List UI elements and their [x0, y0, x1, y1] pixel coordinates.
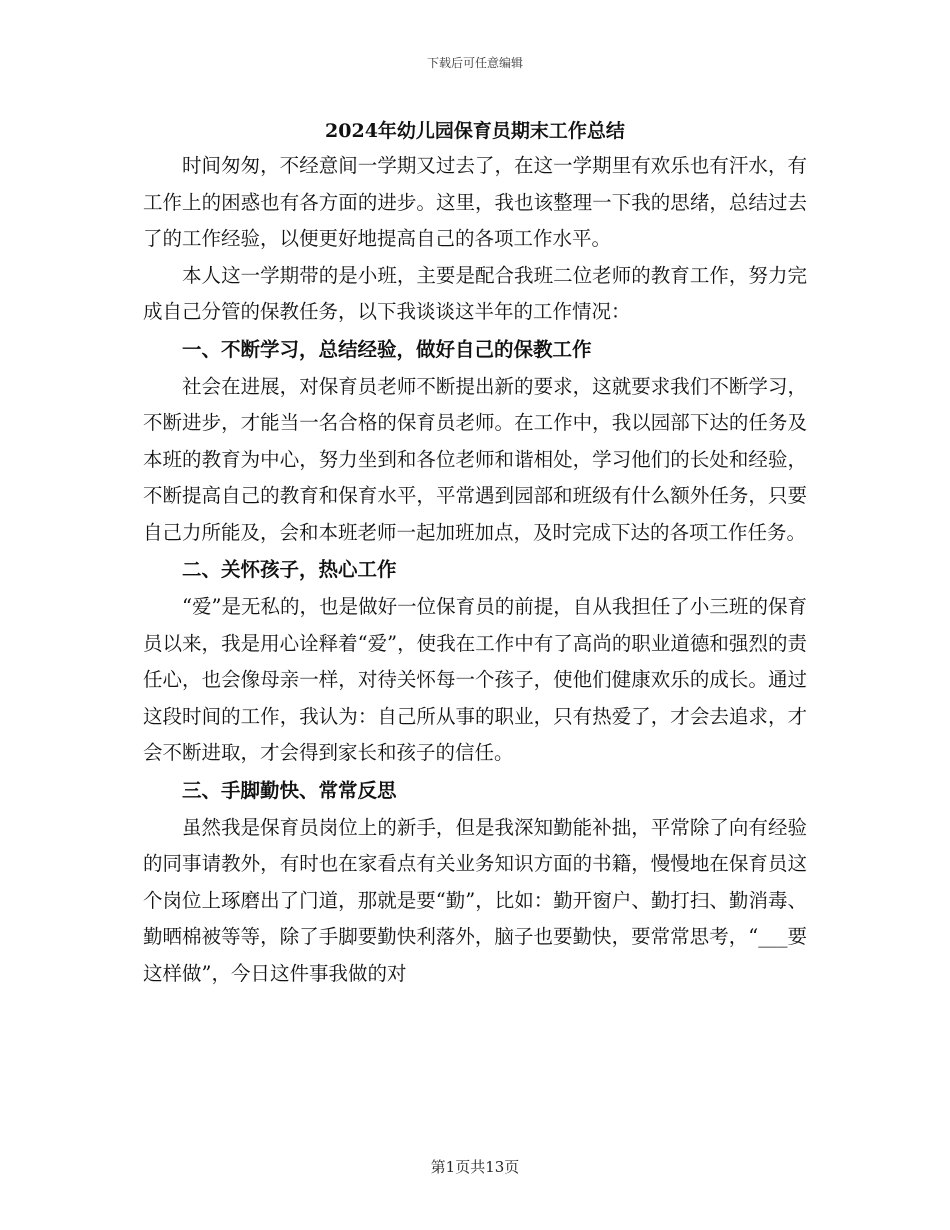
document-title: 2024年幼儿园保育员期末工作总结 — [325, 120, 625, 142]
paragraph-section-2: “爱”是无私的，也是做好一位保育员的前提，自从我担任了小三班的保育员以来，我是用心诠释着“爱”，使我在工作中有了高尚的职业道德和强烈的责任心，也会像母亲一样，对待关怀每一个孩子，使他们健康欢乐的成长。通过这段时间的工作，我认为：自己所从事的职业，只有热爱了，才会去追求，才会不断进取，才会得到家长和孩子的信任。 — [143, 595, 807, 764]
paragraph-intro: 时间匆匆，不经意间一学期又过去了，在这一学期里有欢乐也有汗水，有工作上的困惑也有各方面的进步。这里，我也该整理一下我的思绪，总结过去了的工作经验，以便更好地提高自己的各项工作水平。 — [143, 154, 807, 250]
header-note: 下载后可任意编辑 — [426, 56, 523, 70]
page-number-footer: 第1页共13页 — [430, 1158, 520, 1176]
document-body — [143, 148, 807, 992]
section-heading-2: 二、关怀孩子，热心工作 — [182, 558, 397, 581]
section-heading-1: 一、不断学习，总结经验，做好自己的保教工作 — [182, 337, 592, 361]
section-heading-3: 三、手脚勤快、常常反思 — [182, 778, 397, 802]
paragraph-overview: 本人这一学期带的是小班，主要是配合我班二位老师的教育工作，努力完成自己分管的保教任务，以下我谈谈这半年的工作情况： — [143, 263, 807, 323]
paragraph-section-1: 社会在进展，对保育员老师不断提出新的要求，这就要求我们不断学习，不断进步，才能当一名合格的保育员老师。在工作中，我以园部下达的任务及本班的教育为中心，努力坐到和各位老师和谐相处，学习他们的长处和经验，不断提高自己的教育和保育水平，平常遇到园部和班级有什么额外任务，只要自己力所能及，会和本班老师一起加班加点，及时完成下达的各项工作任务。 — [143, 374, 807, 544]
paragraph-section-3: 虽然我是保育员岗位上的新手，但是我深知勤能补拙，平常除了向有经验的同事请教外，有时也在家看点有关业务知识方面的书籍，慢慢地在保育员这个岗位上琢磨出了门道，那就是要“勤”，比如：勤开窗户、勤打扫、勤消毒、勤晒棉被等等，除了手脚要勤快利落外，脑子也要勤快，要常常思考，“___要这样做”，今日这件事我做的对 — [143, 815, 807, 985]
